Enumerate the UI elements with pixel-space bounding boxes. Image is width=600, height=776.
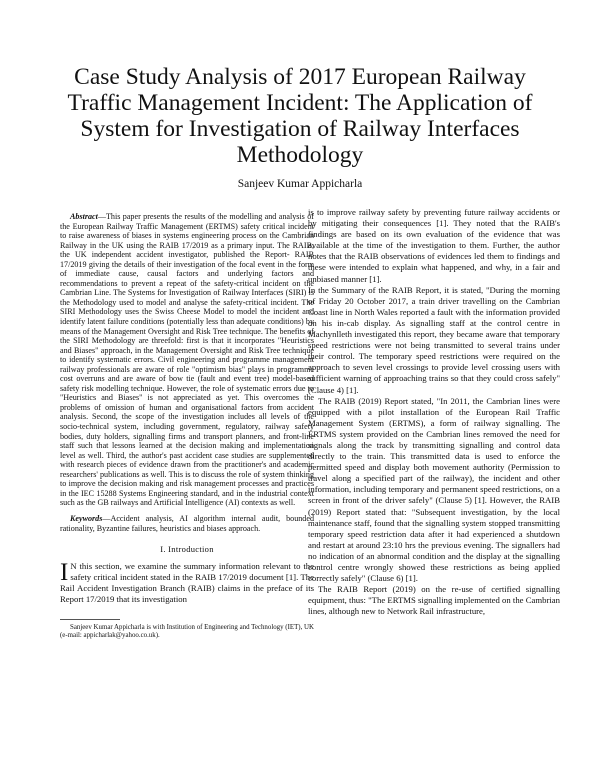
body-paragraph: In the Summary of the RAIB Report, it is stated, "During the morning of Friday 20 October 2017, a train driver travelling on the Cambrian Coast line in North Wales reported a fault with the information provided on his in-cab display. As signalling staff at the control centre in Machynlleth investigated this report, they became aware that temporary speed restrictions were not being transmitted to several trains under their control. The temporary speed restrictions were required on the approach to seven level crossings to provide level crossing users with sufficient warning of approaching trains so that they could cross safely" (Clause 4) [1]. [308, 284, 560, 395]
keywords-label: Keywords [70, 513, 103, 523]
intro-text: N this section, we examine the summary information relevant to the safety critical incident stated in the RAIB 17/2019 document [1]. The Rail Accident Investigation Branch (RAIB) claims in the preface of its Report 17/2019 that its investigation [60, 560, 314, 604]
keywords-dash: — [102, 513, 111, 523]
abstract-label: Abstract [70, 212, 98, 221]
body-paragraph: The RAIB (2019) Report stated, "In 2011, the Cambrian lines were equipped with a pilot installation of the European Rail Traffic Management System (ERTMS), a form of railway signalling. The ERTMS system provided on the Cambrian lines removed the need for signals along the track by transmitting signalling and control data directly to the train. This transmitted data is used to enforce the permitted speed and display both movement authority (Permission to travel along a specified part of the railway), the incident and other information, including temporary and permanent speed restrictions, on a screen in front of the driver safely" (Clause 5) [1]. However, the RAIB (2019) Report stated that: "Subsequent investigation, by the local maintenance staff, found that the signalling system stopped transmitting temporary speed restriction data after it had experienced a shutdown and restart at around 23:10 hrs the previous evening. The signallers had no indication of an abnormal condition and the display at the signalling control centre wrongly showed these restrictions as being applied correctly safely" (Clause 6) [1]. [308, 395, 560, 584]
author-name: Sanjeev Kumar Appicharla [237, 178, 363, 190]
abstract-paragraph [60, 212, 314, 508]
intro-paragraph [60, 558, 314, 605]
keywords-text: Accident analysis, AI algorithm internal audit, bounded rationality, Byzantine failures, heuristics and biases approach. [60, 513, 314, 533]
abstract-text: This paper presents the results of the modelling and analysis of the European Railway Traffic Management (ERTMS) safety critical incident to raise awareness of biases in systems engineering process on the Cambrian Railway in the UK using the RAIB 17/2019 as a primary input. The RAIB, the UK independent accident investigator, published the Report- RAIB 17/2019 giving the details of their investigation of the focal event in the form of immediate cause, causal factors and underlying factors and recommendations to prevent a repeat of the safety-critical incident on the Cambrian Line. The Systems for Investigation of Railway Interfaces (SIRI) is the Methodology used to model and analyse the safety-critical incident. The SIRI Methodology uses the Swiss Cheese Model to model the incident and identify latent failure conditions (potentially less than adequate conditions) by means of the Management Oversight and Risk Tree technique. The benefits of the SIRI Methodology are threefold: first is that it incorporates "Heuristics and Biases" approach, in the Management Oversight and Risk Tree technique to identify systematic errors. Civil engineering and programme management railway professionals are aware of role "optimism bias" plays in programme cost overruns and are aware of bow tie (fault and event tree) model-based safety risk modelling technique. However, the role of systematic errors due to "Heuristics and Biases" is not appreciated as yet. This overcomes the problems of omission of human and organisational factors from accident analysis. Second, the scope of the investigation includes all levels of the socio-technical system, including government, regulatory, railway safety bodies, duty holders, signalling firms and transport planners, and front-line staff such that lessons learned at the decision making and implementation level as well. Third, the author's past accident case studies are supplemented with research pieces of evidence drawn from the practitioner's and academic researchers' publications as well. This is to discuss the role of system thinking to improve the decision making and risk management processes and practices in the IEC 15288 Systems Engineering standard, and in the industrial context such as the GB railways and Artificial Intelligence (AI) contexts as well. [60, 212, 314, 508]
footnote-divider [60, 619, 120, 620]
body-paragraph: is to improve railway safety by preventing future railway accidents or by mitigating their consequences [1]. They noted that the RAIB's findings are based on its own evaluation of the evidence that was available at the time of the investigation to them. Further, the author notes that the RAIB observations of evidences led them to findings and these were intended to explain what happened, and why, in a fair and unbiased manner [1]. [308, 207, 560, 284]
drop-cap: I [60, 558, 69, 586]
right-column [308, 207, 560, 617]
abstract-dash: — [97, 212, 106, 221]
section-heading-introduction: I. Introduction [160, 544, 214, 555]
left-column [60, 212, 314, 641]
author-footnote: Sanjeev Kumar Appicharla is with Institution of Engineering and Technology (IET), UK (e-mail: appicharlak@yahoo.co.uk). [60, 623, 314, 640]
keywords-paragraph [60, 514, 314, 533]
paper-title: Case Study Analysis of 2017 European Railway Traffic Management Incident: The Application of System for Investigation of Railway Interfaces Methodology [67, 64, 533, 168]
body-paragraph: The RAIB Report (2019) on the re-use of certified signalling equipment, thus: "The ERTMS signalling implemented on the Cambrian lines, although new to Network Rail infrastructure, [308, 584, 560, 617]
